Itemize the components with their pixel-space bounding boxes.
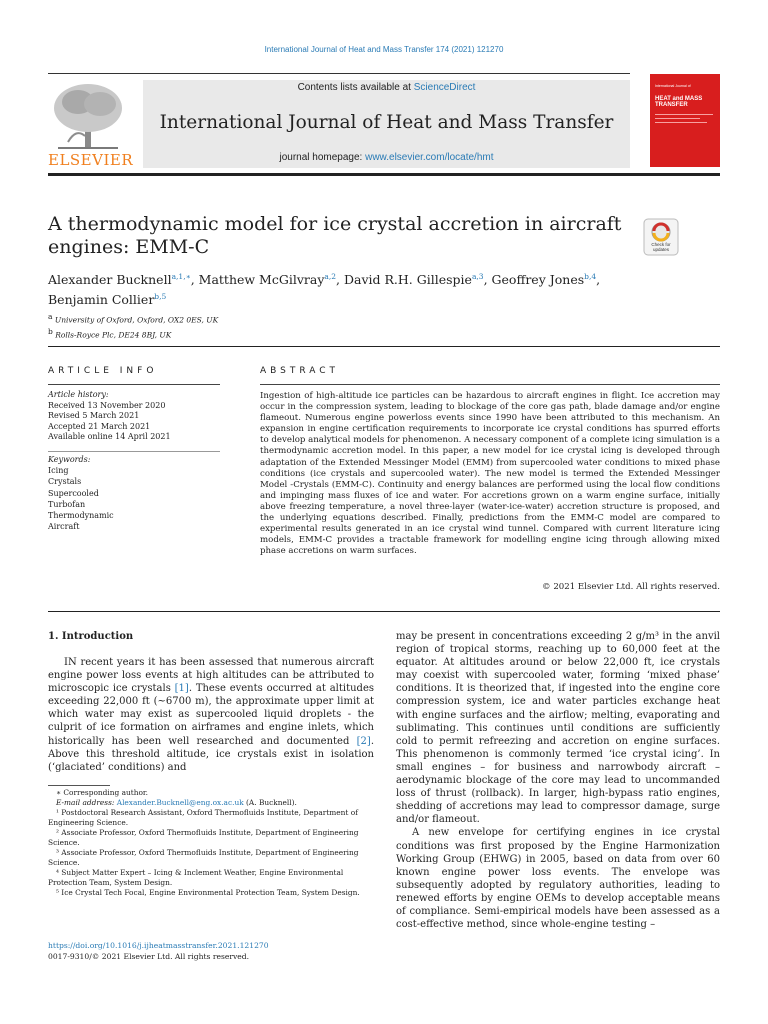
history-item: Accepted 21 March 2021: [48, 421, 151, 431]
author[interactable]: Geoffrey Jones$^{b,4}$,: [491, 272, 601, 288]
author-name: Alexander Bucknell: [48, 272, 172, 288]
author-name: Benjamin Collier: [48, 292, 155, 308]
affiliations: [48, 311, 218, 340]
author[interactable]: David R.H. Gillespie$^{a,3}$,: [344, 272, 492, 288]
contents-prefix: Contents lists available at: [297, 82, 414, 93]
doi-link[interactable]: https://doi.org/10.1016/j.ijheatmasstransfer.2021.121270: [48, 941, 269, 950]
affiliation: $^a$ University of Oxford, Oxford, OX2 0ES, UK: [48, 312, 219, 325]
author-list: [48, 268, 648, 308]
article-title: A thermodynamic model for ice crystal accretion in aircraft engines: EMM-C: [48, 213, 622, 258]
paragraph: may be present in concentrations exceeding 2 g/m³ in the anvil region of tropical storms, reaching up to 60,000 feet at the equator. At altitudes around or below 22,000 ft, ice crystals may coexist with supercooled water, forming ‘mixed phase’ conditions. It is theorized that, if ingested into the engine core compression system, ice and water particles exchange heat with engine surfaces and the airflow; melting, evaporating and sublimating. This continues until conditions are sufficiently cold to permit refreezing and accretion on engine surfaces. This phenomenon is commonly termed ‘ice crystal icing’. In small engines – for business and narrowbody aircraft – aerodynamic blockage of the core may lead to uncommanded loss of thrust (rollback). In larger, high-bypass ratio engines, shedding of accretions may lead to compressor damage, surge and/or flameout.: [396, 631, 720, 826]
section-rule: [48, 346, 720, 347]
keyword: Aircraft: [48, 522, 80, 532]
author-name: Geoffrey Jones: [491, 272, 585, 288]
citation-link[interactable]: [1]: [174, 683, 189, 695]
footer: [48, 940, 269, 962]
author-affil-marks[interactable]: a,1,∗: [171, 272, 191, 281]
keyword: Thermodynamic: [48, 511, 114, 521]
journal-citation[interactable]: International Journal of Heat and Mass Transfer 174 (2021) 121270: [264, 45, 504, 54]
footnote: ⁵ Ice Crystal Tech Focal, Engine Environmental Protection Team, System Design.: [56, 888, 360, 897]
affiliation: $^b$ Rolls-Royce Plc, DE24 8BJ, UK: [48, 326, 172, 339]
header-thick-rule: [48, 173, 720, 176]
keyword: Icing: [48, 466, 69, 476]
header-rule: [48, 73, 630, 74]
author[interactable]: [48, 292, 166, 307]
left-column: [48, 656, 374, 774]
history-label: Article history:: [48, 390, 109, 399]
cover-title: HEAT and MASS TRANSFER: [655, 96, 703, 108]
article-info-heading: ARTICLE INFO: [48, 366, 158, 376]
check-for-updates-button[interactable]: [643, 218, 679, 256]
abstract-copyright: © 2021 Elsevier Ltd. All rights reserved.: [542, 582, 720, 592]
history-item: Available online 14 April 2021: [48, 432, 171, 441]
author-name: David R.H. Gillespie: [344, 272, 472, 288]
footnotes: [48, 788, 374, 898]
publisher-name: ELSEVIER: [48, 151, 134, 169]
body-rule: [48, 611, 720, 612]
author[interactable]: Alexander Bucknell$^{a,1,∗}$,: [48, 272, 199, 288]
abstract-rule: [260, 384, 720, 385]
email-link[interactable]: Alexander.Bucknell@eng.ox.ac.uk: [116, 798, 244, 807]
author-affil-marks[interactable]: a,3: [471, 272, 484, 281]
cover-subtitle: International Journal of: [655, 84, 691, 88]
issn-line: 0017-9310/© 2021 Elsevier Ltd. All rights reserved.: [48, 952, 250, 961]
paragraph: IN recent years it has been assessed that numerous aircraft engine power loss events at high altitudes can be attributed to microscopic ice crystals [1]. These events occurred at altitudes exceeding 22,000 ft (~6700 m), the approximate upper limit at which water may exist as supercooled liquid droplets - the culprit of ice formation on airframes and engine inlets, which historically has been well researched and documented [2]. Above this threshold altitude, ice crystals exist in isolation (‘glaciated’ conditions) and: [48, 657, 374, 773]
journal-homepage: [143, 152, 630, 163]
homepage-link[interactable]: www.elsevier.com/locate/hmt: [365, 152, 494, 163]
author[interactable]: Matthew McGilvray$^{a,2}$,: [198, 272, 344, 288]
abstract-heading: ABSTRACT: [260, 366, 340, 376]
article-history: [48, 390, 171, 443]
footnote: ⁴ Subject Matter Expert – Icing & Inclement Weather, Engine Environmental Protection Team, System Design.: [48, 868, 344, 887]
citation-link[interactable]: [2]: [356, 735, 371, 747]
email-note: E-mail address: Alexander.Bucknell@eng.ox.ac.uk (A. Bucknell).: [56, 798, 297, 807]
abstract-text: Ingestion of high-altitude ice particles can be hazardous to aircraft engines in flight. Ice accretion may occur in the compression system, leading to blockage of the core gas path, blade damage and/or engine flameout. Numerous engine powerloss events since 1990 have been attributed to this mechanism. An expansion in engine certification requirements to incorporate ice crystal conditions has spurred efforts to develop analytical models for phenomenon. A necessary component of a complete icing simulation is a thermodynamic accretion model. In this paper, a new model for ice crystal icing is developed through adaptation of the Extended Messinger Model (EMM) from supercooled water conditions to mixed phase conditions (ice crystals and supercooled water). The new model is termed the Extended Messinger Model -Crystals (EMM-C). Continuity and energy balances are performed using the local flow conditions and impinging mass fluxes of ice and water. For accretions grown on a warm engine surface, initially above freezing temperature, a novel three-layer (water-ice-water) accretion structure is proposed, and the underlying equations described. Finally, predictions from the EMM-C model are compared to experimental results generated in an ice crystal wind tunnel. Compared with current literature icing models, EMM-C provides a tractable framework for modelling engine icing through allowing mixed phase accretions on warm surfaces.: [260, 391, 720, 557]
footnote: ³ Associate Professor, Oxford Thermofluids Institute, Department of Engineering Science.: [48, 848, 359, 867]
check-updates-label: Check for updates: [651, 242, 671, 252]
author-affil-marks[interactable]: b,5: [154, 292, 167, 302]
history-item: Revised 5 March 2021: [48, 411, 140, 420]
footnote: ² Associate Professor, Oxford Thermofluids Institute, Department of Engineering Science.: [48, 828, 359, 847]
history-item: Received 13 November 2020: [48, 400, 166, 410]
sciencedirect-link[interactable]: ScienceDirect: [413, 82, 476, 93]
author-name: Matthew McGilvray: [198, 272, 325, 288]
journal-title: International Journal of Heat and Mass Transfer: [159, 112, 614, 133]
keyword: Supercooled: [48, 488, 99, 498]
article-info-rule: [48, 384, 220, 385]
corresponding-author-note: ∗ Corresponding author.: [56, 788, 148, 797]
keyword: Turbofan: [48, 499, 86, 509]
paragraph: A new envelope for certifying engines in ice crystal conditions was first proposed by the Engine Harmonization Working Group (EHWG) in 2005, based on data from over 60 known engine power loss events. The envelope was subsequently adopted by regulatory authorities, leading to renewed efforts by engine OEMs to develop acceptable means of compliance. Semi-empirical models have been assessed as a cost-effective method, since whole-engine testing –: [396, 827, 720, 931]
keywords-rule: [48, 451, 220, 452]
footnote: ¹ Postdoctoral Research Assistant, Oxford Thermofluids Institute, Department of Engineering Science.: [48, 808, 358, 827]
keyword: Crystals: [48, 477, 82, 487]
elsevier-logo[interactable]: [48, 80, 134, 169]
author-affil-marks[interactable]: a,2: [324, 272, 337, 281]
section-heading: 1. Introduction: [48, 631, 134, 642]
right-column: [396, 630, 720, 931]
homepage-prefix: journal homepage:: [279, 152, 366, 163]
contents-line: [143, 82, 630, 93]
keywords: [48, 454, 114, 532]
footnote-rule: [48, 785, 110, 786]
keywords-label: Keywords:: [48, 455, 91, 464]
journal-cover[interactable]: [650, 74, 720, 167]
author-affil-marks[interactable]: b,4: [584, 272, 597, 281]
